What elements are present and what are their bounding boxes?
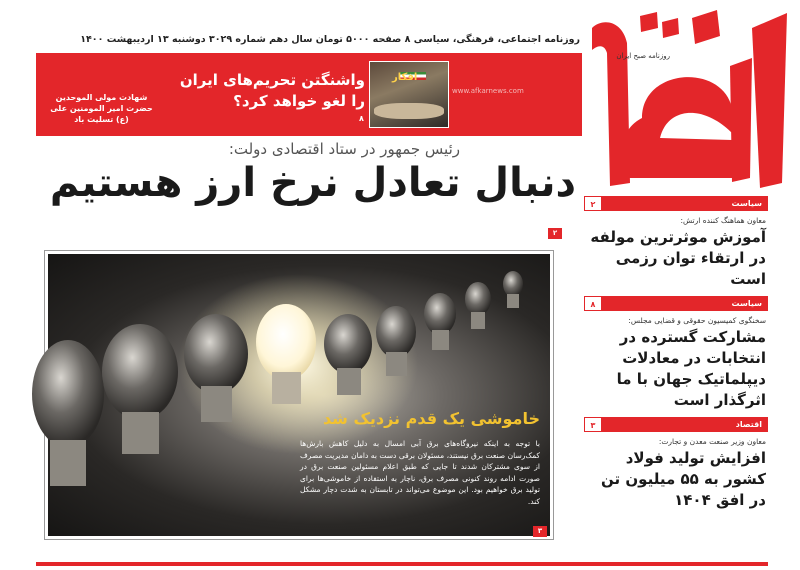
section-page-number: ۲ bbox=[584, 196, 602, 211]
masthead-tagline: روزنامه صبح ایران bbox=[616, 52, 670, 60]
photo-story-headline[interactable]: خاموشی یک قدم نزدیک شد bbox=[322, 409, 540, 428]
masthead-info-line: روزنامه اجتماعی، فرهنگی، سیاسی ۸ صفحه ۵۰۰۰ تومان سال دهم شماره ۳۰۲۹ دوشنبه ۱۳ اردیبهشت ۱۴۰۰ bbox=[80, 34, 580, 45]
sidebar-story[interactable] bbox=[584, 296, 768, 411]
lightbulbs-photo bbox=[48, 254, 550, 536]
lead-page-badge: ۲ bbox=[548, 228, 562, 239]
sidebar bbox=[584, 196, 768, 546]
section-label: سیاست bbox=[731, 199, 762, 208]
condolence-note: شهادت مولی الموحدین حضرت امیر المومنین علی (ع) تسلیت باد bbox=[50, 93, 153, 124]
photo-story-page-badge: ۳ bbox=[533, 526, 547, 537]
section-page-number: ۸ bbox=[584, 296, 602, 311]
sidebar-story[interactable] bbox=[584, 417, 768, 511]
story-headline[interactable]: افزایش تولید فولاد کشور به ۵۵ میلیون تن در افق ۱۴۰۴ bbox=[601, 449, 766, 509]
section-bar bbox=[584, 196, 768, 211]
lead-kicker: رئیس جمهور در ستاد اقتصادی دولت: bbox=[228, 140, 460, 158]
lead-headline[interactable]: دنبال تعادل نرخ ارز هستیم bbox=[49, 160, 576, 206]
photo-story-body: با توجه به اینکه نیروگاه‌های برق آبی امسال به دلیل کاهش بارش‌ها کمک‌رسان صنعت برق نیستند، مسئولان برقی دست به دامان مدیریت مصرف از سوی مشترکان شدند تا جایی که طبق اعلام مسئولین صنعت برق در صورت ادامه روند کنونی مصرف برق، ناچار به استفاده از خاموشی‌ها برای تولید برق خواهیم بود. این موضوع می‌تواند در تابستان به شدت دچار مشکل کند. bbox=[300, 439, 540, 506]
teaser-photo-watermark: افکار bbox=[392, 72, 418, 83]
story-overline: سخنگوی کمیسیون حقوقی و قضایی مجلس: bbox=[628, 316, 766, 325]
story-headline[interactable]: آموزش موثرترین مولفه در ارتقاء توان رزمی است bbox=[590, 228, 766, 288]
teaser-headline[interactable]: واشنگتن تحریم‌های ایران را لغو خواهد کرد؟ bbox=[179, 71, 365, 110]
masthead-logo bbox=[582, 8, 792, 193]
bottom-rule bbox=[36, 562, 768, 566]
story-overline: معاون هماهنگ کننده ارتش: bbox=[680, 216, 766, 225]
sidebar-story[interactable] bbox=[584, 196, 768, 290]
section-bar bbox=[584, 296, 768, 311]
afkar-logo-icon bbox=[582, 8, 792, 193]
photo-story[interactable] bbox=[44, 250, 554, 540]
section-bar bbox=[584, 417, 768, 432]
teaser-photo-watermark-url: www.afkarnews.com bbox=[452, 87, 524, 95]
teaser-page-number: ۸ bbox=[359, 114, 364, 123]
section-label: اقتصاد bbox=[735, 420, 762, 429]
section-label: سیاست bbox=[731, 299, 762, 308]
story-headline[interactable]: مشارکت گسترده در انتخابات در معادلات دیپلماتیک جهان با ما اثرگذار است bbox=[616, 328, 766, 409]
story-overline: معاون وزیر صنعت معدن و تجارت: bbox=[658, 437, 766, 446]
section-page-number: ۳ bbox=[584, 417, 602, 432]
meeting-table-shape bbox=[374, 103, 444, 119]
